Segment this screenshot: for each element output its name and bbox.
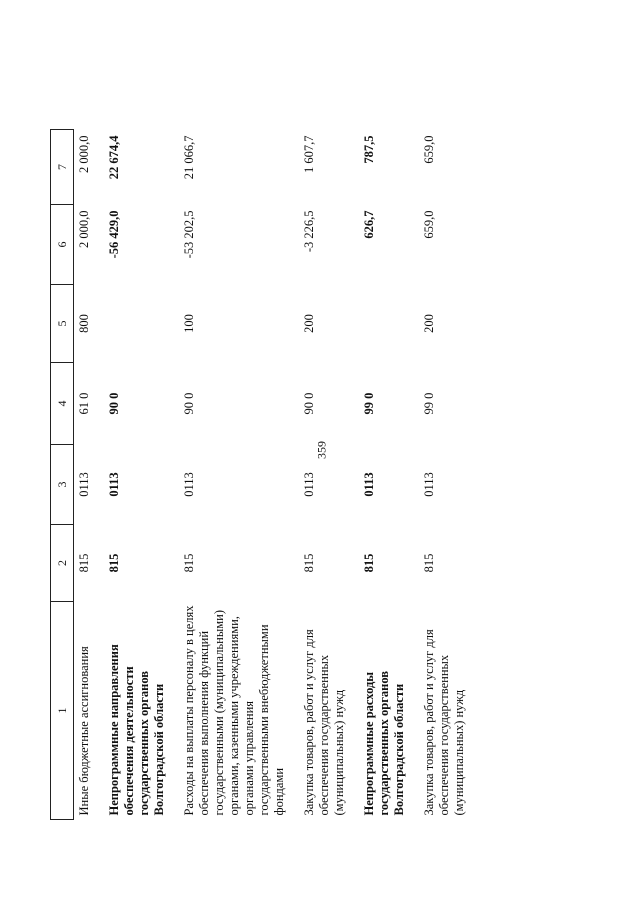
row-description: Расходы на выплаты персоналу в целях обеспечения выполнения функций государственными (муниципальными) органами, казенными учреждениями, органами управления государственными внебюджетными фондами [182, 605, 286, 816]
row-code-3: 0113 [182, 472, 196, 497]
table-row [74, 130, 105, 820]
row-code-5 [104, 285, 179, 363]
row-code-5: 100 [182, 314, 196, 333]
row-code-3: 0113 [362, 472, 376, 497]
row-code-4: 61 0 [77, 392, 91, 415]
row-code-2: 815 [362, 553, 376, 573]
table-row [179, 130, 299, 820]
row-value-6: 626,7 [362, 210, 376, 239]
row-code-2: 815 [77, 553, 91, 573]
row-code-3: 0113 [77, 472, 91, 497]
row-code-3: 0113 [422, 472, 436, 497]
column-header-1: 1 [51, 602, 74, 820]
row-code-4: 90 0 [182, 392, 196, 415]
row-description: Непрограммные направления обеспечения деятельности государственных органов Волгоградской области [107, 644, 166, 816]
row-description: Иные бюджетные ассигнования [77, 646, 91, 816]
column-header-6: 6 [51, 205, 74, 285]
table-row [104, 130, 179, 820]
row-code-2: 815 [302, 553, 316, 573]
row-value-7: 21 066,7 [182, 135, 196, 180]
row-value-7: 2 000,0 [77, 135, 91, 173]
row-code-2: 815 [182, 553, 196, 573]
column-header-2: 2 [51, 525, 74, 602]
row-description: Закупка товаров, работ и услуг для обеспечения государственных (муниципальных) нужд [302, 629, 346, 816]
row-code-3: 0113 [302, 472, 316, 497]
table-row [419, 130, 479, 820]
budget-table [50, 129, 479, 820]
row-code-5: 200 [422, 314, 436, 333]
row-value-6: -3 226,5 [302, 210, 316, 253]
row-value-7: 787,5 [362, 135, 376, 164]
row-value-7: 22 674,4 [107, 135, 121, 180]
row-value-7: 1 607,7 [302, 135, 316, 173]
row-code-2: 815 [107, 553, 121, 573]
row-code-5: 800 [77, 314, 91, 333]
row-code-5: 200 [302, 314, 316, 333]
column-header-4: 4 [51, 363, 74, 445]
row-value-6: -56 429,0 [107, 210, 121, 259]
row-code-5 [359, 285, 419, 363]
row-code-3: 0113 [107, 472, 121, 497]
header-row [51, 130, 74, 820]
rotated-table-container [50, 130, 575, 820]
row-code-4: 90 0 [107, 392, 121, 415]
row-value-6: 2 000,0 [77, 210, 91, 248]
table-row [299, 130, 359, 820]
column-header-5: 5 [51, 285, 74, 363]
page-number: 359 [314, 441, 329, 459]
row-description: Непрограммные расходы государственных органов Волгоградской области [362, 670, 406, 816]
row-description: Закупка товаров, работ и услуг для обеспечения государственных (муниципальных) нужд [422, 629, 466, 816]
row-code-4: 99 0 [362, 392, 376, 415]
row-code-4: 99 0 [422, 392, 436, 415]
row-value-6: 659,0 [422, 210, 436, 239]
row-code-2: 815 [422, 553, 436, 573]
table-row [359, 130, 419, 820]
row-code-4: 90 0 [302, 392, 316, 415]
column-header-3: 3 [51, 445, 74, 525]
row-value-6: -53 202,5 [182, 210, 196, 259]
row-value-7: 659,0 [422, 135, 436, 164]
column-header-7: 7 [51, 130, 74, 205]
